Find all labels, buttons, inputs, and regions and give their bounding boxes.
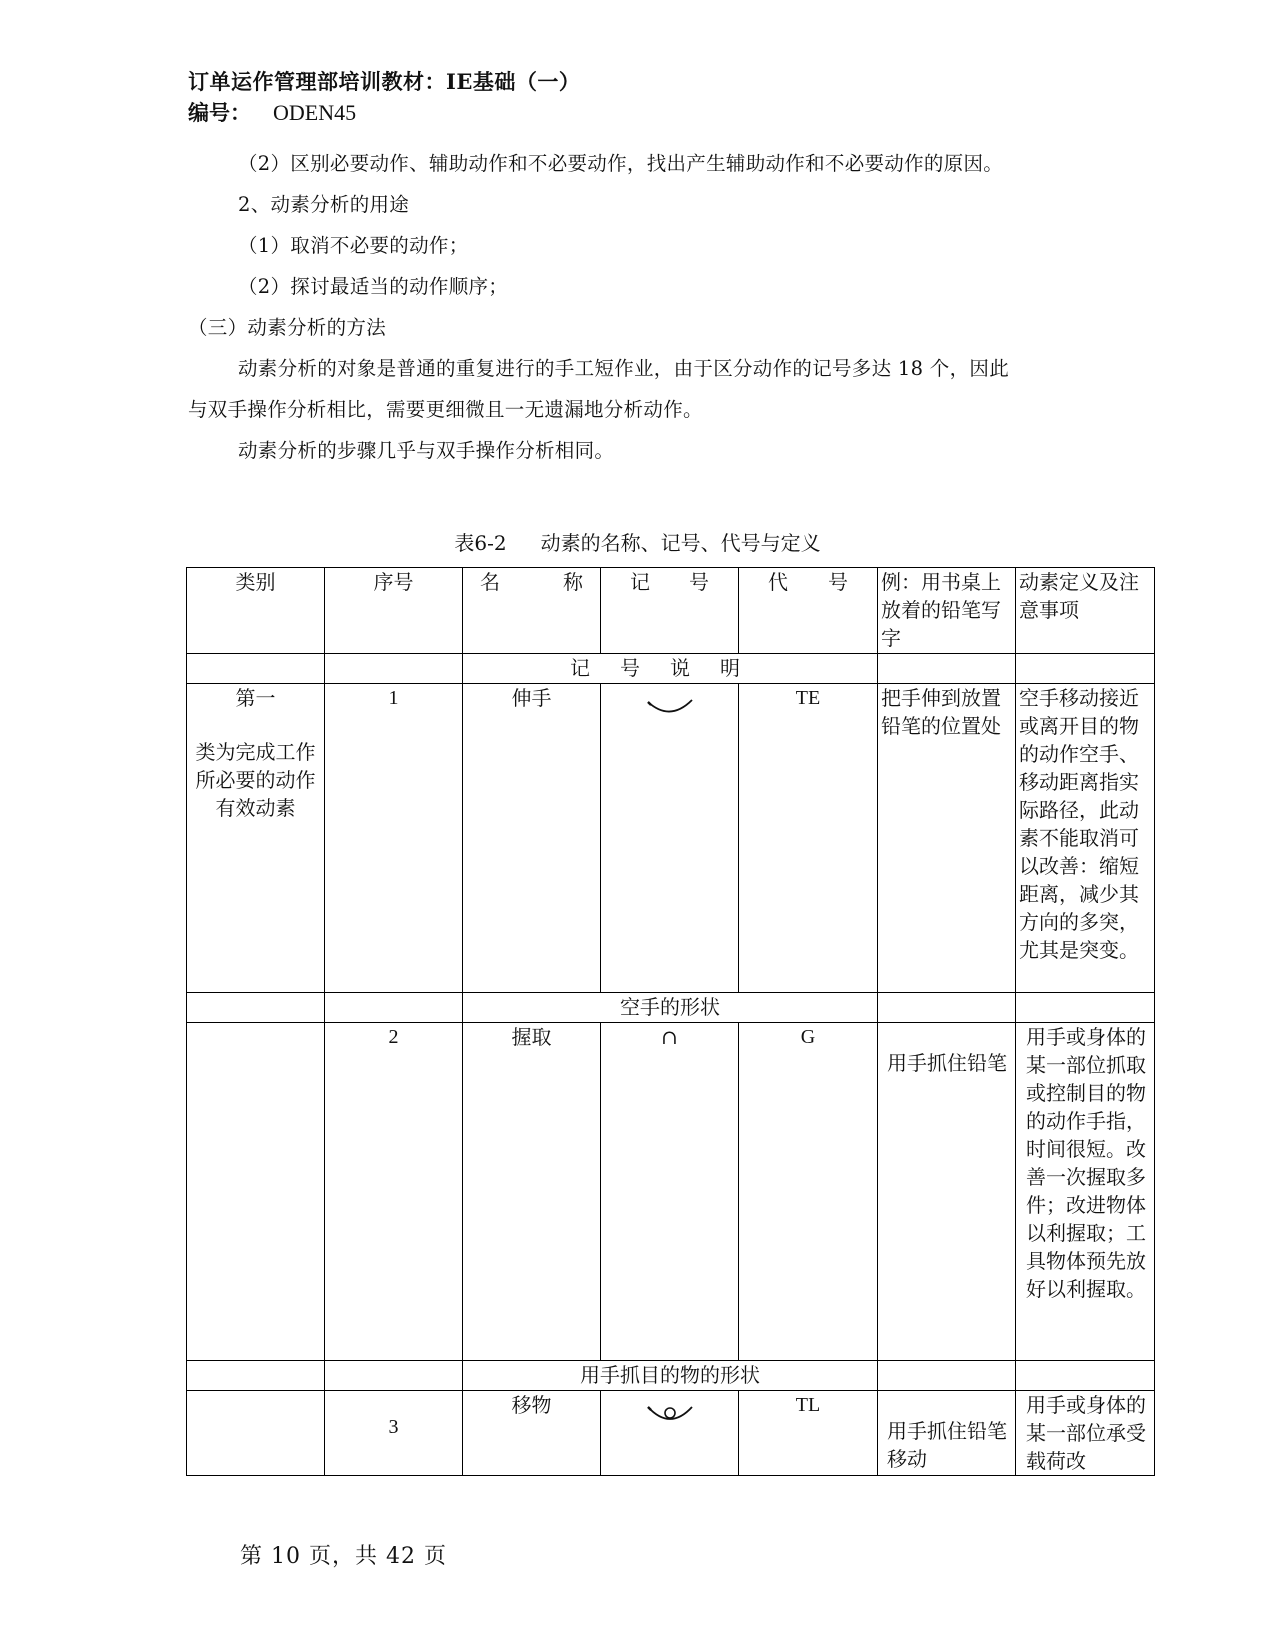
definition-cell: 空手移动接近或离开目的物的动作空手、移动距离指实际路径，此动素不能取消可以改善：缩短距离，减少其方向的多突，尤其是突变。	[1016, 684, 1155, 993]
header-example: 例：用书桌上放着的铅笔写字	[878, 568, 1016, 654]
category-bottom: 类为完成工作所必要的动作有效动素	[195, 740, 316, 820]
code-cell: G	[739, 1023, 878, 1361]
seq-cell	[325, 1391, 463, 1476]
paragraph: 动素分析的对象是普通的重复进行的手工短作业，由于区分动作的记号多达 18 个，因此	[238, 357, 1010, 380]
header-name-char2: 称	[563, 570, 583, 594]
table-row	[187, 684, 1155, 993]
name-cell: 移物	[463, 1391, 601, 1476]
symbol-cell	[601, 1391, 739, 1476]
section-heading: （三）动素分析的方法	[188, 316, 387, 339]
table-note-row	[187, 1361, 1155, 1391]
header-symbol	[601, 568, 739, 654]
table-header-row	[187, 568, 1155, 654]
paragraph: （2）区别必要动作、辅助动作和不必要动作，找出产生辅助动作和不必要动作的原因。	[238, 152, 1004, 175]
category-cell	[187, 1023, 325, 1361]
category-cell	[187, 1391, 325, 1476]
header-category: 类别	[187, 568, 325, 654]
header-code-char2: 号	[828, 570, 848, 594]
table-caption-title: 动素的名称、记号、代号与定义	[540, 531, 821, 555]
document-number-value: ODEN45	[273, 100, 357, 125]
definition-cell: 用手或身体的某一部位承受载荷改	[1016, 1391, 1155, 1476]
symbol-cell: ∩	[601, 1023, 739, 1361]
table-note-row	[187, 654, 1155, 684]
code-cell: TL	[739, 1391, 878, 1476]
header-name-char1: 名	[480, 570, 500, 594]
symbol-note: 记号说明	[570, 656, 770, 680]
example-cell	[878, 1391, 1016, 1476]
paragraph: （2）探讨最适当的动作顺序；	[238, 275, 509, 298]
paragraph: 与双手操作分析相比，需要更细微且一无遗漏地分析动作。	[188, 398, 703, 421]
definition-cell: 用手或身体的某一部位抓取或控制目的物的动作手指，时间很短。改善一次握取多件；改进物体以利握取；工具物体预先放好以利握取。	[1016, 1023, 1155, 1361]
hand-holding-object-arc-icon	[642, 1401, 698, 1425]
table-caption	[0, 527, 1275, 556]
seq-text: 3	[388, 1416, 399, 1438]
header-code-char1: 代	[768, 570, 788, 594]
symbol-description: 空手的形状	[463, 993, 878, 1023]
category-cell	[187, 684, 325, 993]
section-heading: 2、动素分析的用途	[238, 193, 410, 216]
seq-cell: 2	[325, 1023, 463, 1361]
header-symbol-char2: 号	[689, 570, 709, 594]
paragraph: 动素分析的步骤几乎与双手操作分析相同。	[238, 439, 615, 462]
header-symbol-char1: 记	[630, 570, 650, 594]
document-number-label: 编号：	[188, 100, 251, 125]
table-row	[187, 1391, 1155, 1476]
page-footer: 第 10 页，共 42 页	[240, 1544, 447, 1569]
header-name	[463, 568, 601, 654]
motion-elements-table	[186, 567, 1155, 1476]
header-code	[739, 568, 878, 654]
table-note-row	[187, 993, 1155, 1023]
category-top: 第一	[235, 686, 276, 710]
seq-cell: 1	[325, 684, 463, 993]
code-cell: TE	[739, 684, 878, 993]
document-number	[188, 97, 356, 127]
paragraph: （1）取消不必要的动作；	[238, 234, 469, 257]
symbol-description: 用手抓目的物的形状	[463, 1361, 878, 1391]
example-cell	[878, 1023, 1016, 1361]
example-cell: 把手伸到放置铅笔的位置处	[878, 684, 1016, 993]
example-text: 用手抓住铅笔移动	[887, 1419, 1007, 1471]
empty-hand-arc-icon	[642, 694, 698, 718]
header-seq: 序号	[325, 568, 463, 654]
example-text: 用手抓住铅笔	[887, 1051, 1007, 1075]
header-definition: 动素定义及注意事项	[1016, 568, 1155, 654]
table-caption-number: 表6-2	[454, 531, 507, 555]
table-row	[187, 1023, 1155, 1361]
symbol-cell	[601, 684, 739, 993]
name-cell: 伸手	[463, 684, 601, 993]
name-cell: 握取	[463, 1023, 601, 1361]
document-title: 订单运作管理部培训教材：IE基础（一）	[188, 69, 581, 94]
